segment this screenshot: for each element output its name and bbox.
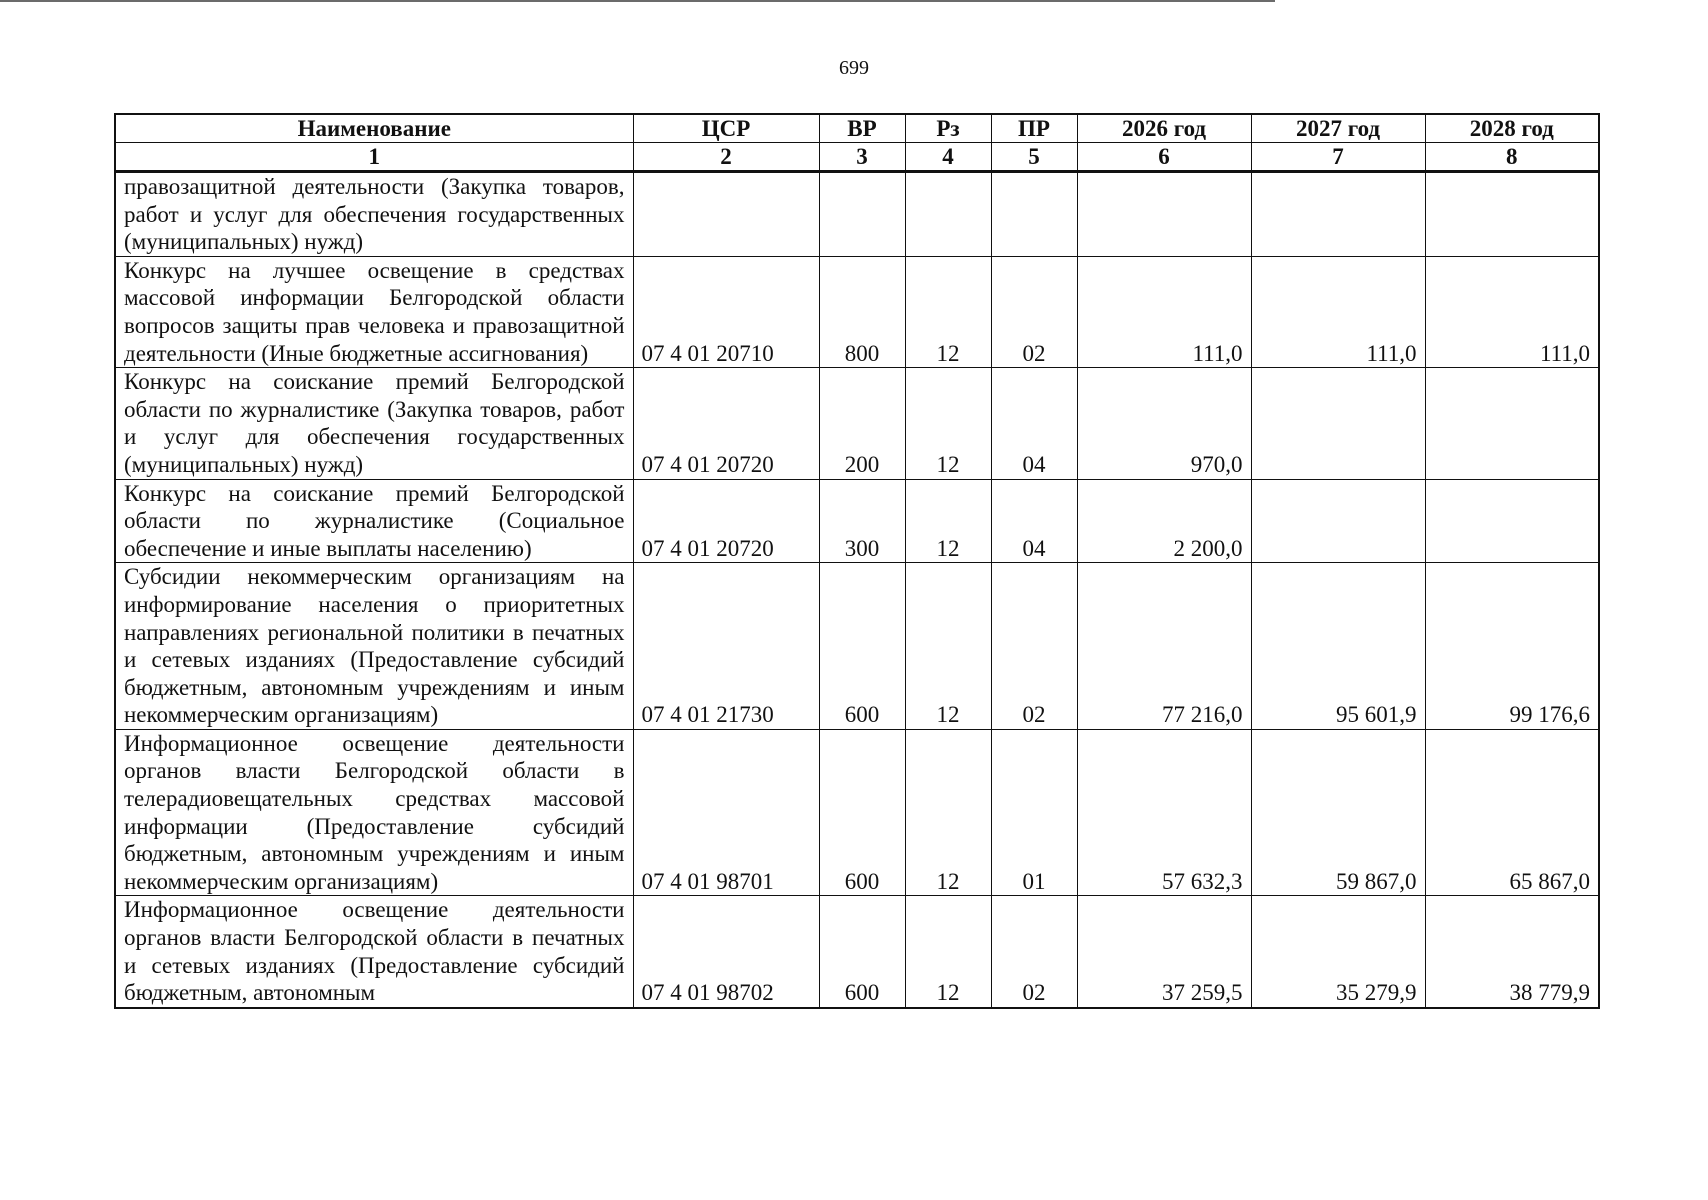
row-pr <box>991 172 1077 257</box>
row-name: правозащитной деятельности (Закупка товаров, работ и услуг для обеспечения государственных (муниципальных) нужд) <box>115 172 633 257</box>
row-csr: 07 4 01 21730 <box>633 563 819 730</box>
row-2027: 59 867,0 <box>1251 729 1425 896</box>
header-2027: 2027 год <box>1251 114 1425 143</box>
row-pr: 04 <box>991 368 1077 479</box>
row-vr: 800 <box>819 256 905 367</box>
row-csr: 07 4 01 98701 <box>633 729 819 896</box>
row-name: Конкурс на лучшее освещение в средствах массовой информации Белгородской области вопросов защиты прав человека и правозащитной деятельности (Иные бюджетные ассигнования) <box>115 256 633 367</box>
row-2028 <box>1425 172 1599 257</box>
row-rz: 12 <box>905 729 991 896</box>
row-2027 <box>1251 368 1425 479</box>
header-csr: ЦСР <box>633 114 819 143</box>
row-2028: 99 176,6 <box>1425 563 1599 730</box>
row-vr: 200 <box>819 368 905 479</box>
row-2027: 35 279,9 <box>1251 896 1425 1008</box>
row-2027 <box>1251 172 1425 257</box>
row-csr: 07 4 01 20710 <box>633 256 819 367</box>
table-row <box>115 896 1599 1008</box>
header-pr: ПР <box>991 114 1077 143</box>
column-number-row <box>115 143 1599 172</box>
row-csr <box>633 172 819 257</box>
row-pr: 04 <box>991 479 1077 563</box>
table-row <box>115 368 1599 479</box>
header-2028: 2028 год <box>1425 114 1599 143</box>
row-csr: 07 4 01 98702 <box>633 896 819 1008</box>
scan-edge-line <box>0 0 1275 2</box>
row-pr: 02 <box>991 563 1077 730</box>
row-2026 <box>1077 172 1251 257</box>
row-2026: 970,0 <box>1077 368 1251 479</box>
header-2026: 2026 год <box>1077 114 1251 143</box>
column-number: 2 <box>633 143 819 172</box>
column-number: 3 <box>819 143 905 172</box>
row-vr <box>819 172 905 257</box>
row-rz: 12 <box>905 256 991 367</box>
column-number: 7 <box>1251 143 1425 172</box>
row-pr: 02 <box>991 256 1077 367</box>
row-name: Конкурс на соискание премий Белгородской области по журналистике (Закупка товаров, работ и услуг для обеспечения государственных (муниципальных) нужд) <box>115 368 633 479</box>
header-name: Наименование <box>115 114 633 143</box>
row-2026: 111,0 <box>1077 256 1251 367</box>
header-rz: Рз <box>905 114 991 143</box>
row-vr: 300 <box>819 479 905 563</box>
row-2026: 2 200,0 <box>1077 479 1251 563</box>
table-row <box>115 256 1599 367</box>
row-rz <box>905 172 991 257</box>
row-name: Субсидии некоммерческим организациям на информирование населения о приоритетных направлениях региональной политики в печатных и сетевых изданиях (Предоставление субсидий бюджетным, автономным учреждениям и иным некоммерческим организациям) <box>115 563 633 730</box>
row-2027: 95 601,9 <box>1251 563 1425 730</box>
row-2026: 57 632,3 <box>1077 729 1251 896</box>
row-rz: 12 <box>905 479 991 563</box>
column-number: 5 <box>991 143 1077 172</box>
page-number: 699 <box>839 57 869 79</box>
column-number: 8 <box>1425 143 1599 172</box>
row-csr: 07 4 01 20720 <box>633 368 819 479</box>
row-name: Информационное освещение деятельности органов власти Белгородской области в телерадиовещательных средствах массовой информации (Предоставление субсидий бюджетным, автономным учреждениям и иным некоммерческим организациям) <box>115 729 633 896</box>
table-row <box>115 729 1599 896</box>
row-2028 <box>1425 368 1599 479</box>
row-name: Информационное освещение деятельности органов власти Белгородской области в печатных и сетевых изданиях (Предоставление субсидий бюджетным, автономным <box>115 896 633 1008</box>
row-name: Конкурс на соискание премий Белгородской области по журналистике (Социальное обеспечение и иные выплаты населению) <box>115 479 633 563</box>
row-2026: 37 259,5 <box>1077 896 1251 1008</box>
row-vr: 600 <box>819 729 905 896</box>
row-rz: 12 <box>905 563 991 730</box>
row-csr: 07 4 01 20720 <box>633 479 819 563</box>
row-rz: 12 <box>905 368 991 479</box>
row-pr: 02 <box>991 896 1077 1008</box>
row-pr: 01 <box>991 729 1077 896</box>
row-rz: 12 <box>905 896 991 1008</box>
row-2028 <box>1425 479 1599 563</box>
table-row <box>115 172 1599 257</box>
row-2026: 77 216,0 <box>1077 563 1251 730</box>
row-2027 <box>1251 479 1425 563</box>
row-2028: 38 779,9 <box>1425 896 1599 1008</box>
row-2028: 65 867,0 <box>1425 729 1599 896</box>
column-number: 1 <box>115 143 633 172</box>
budget-table <box>114 113 1600 1009</box>
column-number: 4 <box>905 143 991 172</box>
header-vr: ВР <box>819 114 905 143</box>
column-number: 6 <box>1077 143 1251 172</box>
row-2027: 111,0 <box>1251 256 1425 367</box>
row-vr: 600 <box>819 563 905 730</box>
row-2028: 111,0 <box>1425 256 1599 367</box>
header-row <box>115 114 1599 143</box>
row-vr: 600 <box>819 896 905 1008</box>
table-row <box>115 479 1599 563</box>
table-row <box>115 563 1599 730</box>
